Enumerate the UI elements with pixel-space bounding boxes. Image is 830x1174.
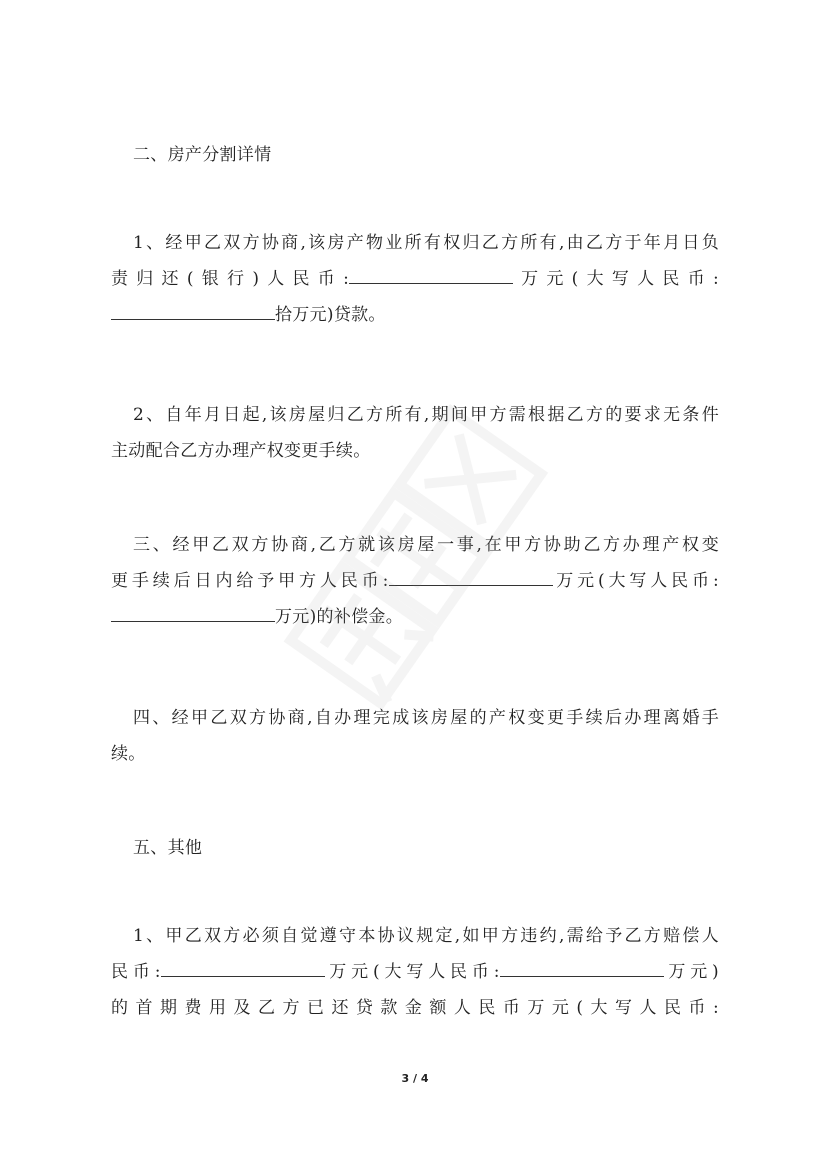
text-segment: 责归还(银行)人民币: — [111, 269, 350, 289]
paragraph-line — [111, 954, 719, 990]
paragraph-line: 续。 — [111, 744, 146, 764]
text-segment: 万元)的补偿金。 — [275, 607, 404, 627]
paragraph-line: 1、经甲乙双方协商,该房产物业所有权归乙方所有,由乙方于年月日负 — [133, 233, 719, 253]
fill-in-blank — [161, 962, 325, 977]
section-heading-2 — [111, 137, 719, 173]
text-segment: 万元) — [663, 962, 719, 982]
paragraph-4 — [111, 700, 719, 772]
page-indicator: 3 / 4 — [401, 1072, 429, 1085]
text-segment: 万元(大写人民币: — [513, 269, 719, 289]
paragraph-line: 三、经甲乙双方协商,乙方就该房屋一事,在甲方协助乙方办理产权变 — [133, 535, 719, 555]
paragraph-2-1 — [111, 225, 719, 333]
paragraph-line: 1、甲乙双方必须自觉遵守本协议规定,如甲方违约,需给予乙方赔偿人 — [133, 926, 719, 946]
paragraph-line: 四、经甲乙双方协商,自办理完成该房屋的产权变更手续后办理离婚手 — [133, 708, 719, 728]
paragraph-line — [111, 297, 719, 333]
heading-text: 二、房产分割详情 — [133, 145, 272, 165]
paragraph-line: 主动配合乙方办理产权变更手续。 — [111, 441, 371, 461]
paragraph-line: 的首期费用及乙方已还贷款金额人民币万元(大写人民币: — [111, 998, 719, 1018]
paragraph-2-2 — [111, 397, 719, 469]
text-segment: 更手续后日内给予甲方人民币: — [111, 571, 389, 591]
text-segment: 拾万元)贷款。 — [275, 305, 386, 325]
fill-in-blank — [500, 962, 664, 977]
text-segment: 万元(大写人民币: — [324, 962, 500, 982]
section-heading-5 — [111, 830, 719, 866]
fill-in-blank — [349, 269, 513, 284]
heading-text: 五、其他 — [133, 838, 203, 858]
paragraph-5-1 — [111, 918, 719, 1026]
paragraph-line — [111, 599, 719, 635]
paragraph-line — [111, 563, 719, 599]
text-segment: 万元(大写人民币: — [552, 571, 719, 591]
fill-in-blank — [111, 607, 275, 622]
paragraph-3 — [111, 527, 719, 635]
paragraph-line — [111, 261, 719, 297]
fill-in-blank — [111, 305, 275, 320]
paragraph-line: 2、自年月日起,该房屋归乙方所有,期间甲方需根据乙方的要求无条件 — [133, 405, 719, 425]
text-segment: 民币: — [111, 962, 161, 982]
fill-in-blank — [389, 571, 553, 586]
